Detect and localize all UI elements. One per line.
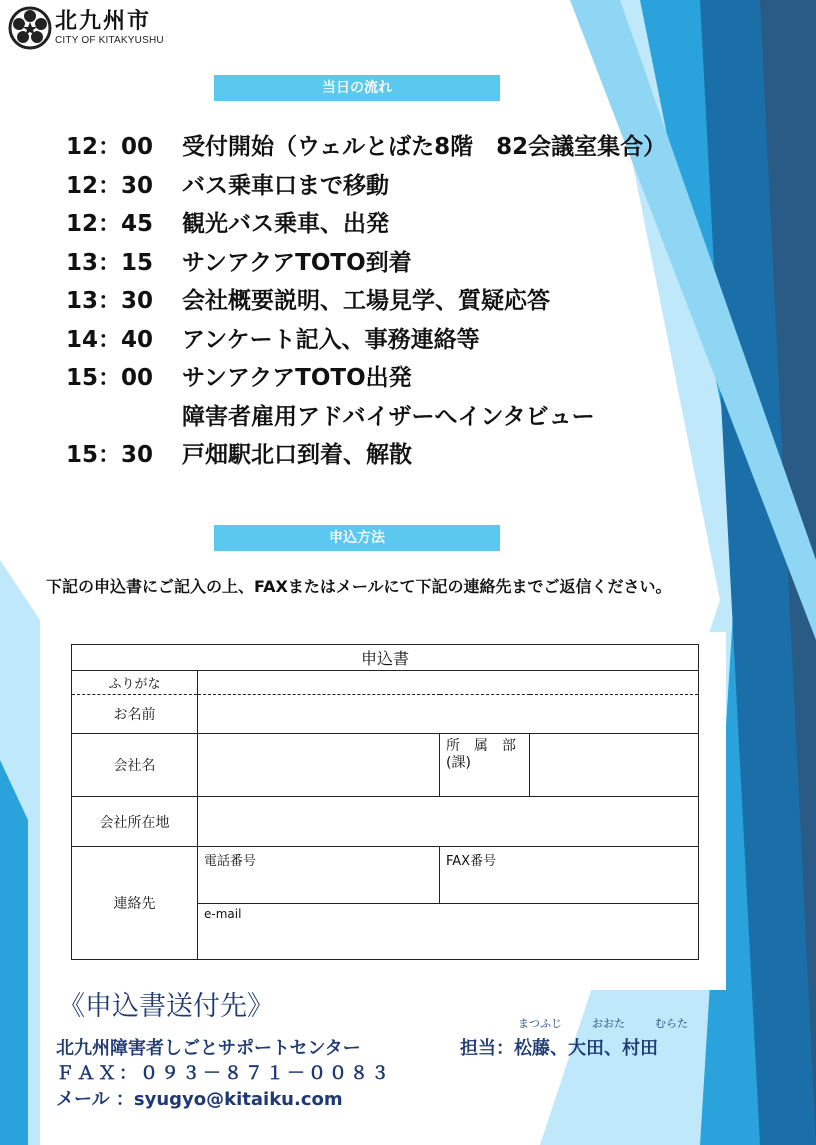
section-header-apply: 申込方法 — [214, 525, 500, 551]
department-label: 所 属 部 (課) — [440, 734, 530, 797]
city-emblem-icon — [8, 6, 52, 50]
furigana-field[interactable] — [198, 671, 699, 695]
city-name: 北九州市 — [55, 8, 152, 34]
organization-name: 北九州障害者しごとサポートセンター — [56, 1038, 361, 1059]
name-label: お名前 — [72, 695, 198, 734]
schedule-description: 会社概要説明、工場見学、質疑応答 — [182, 288, 550, 314]
schedule-time: 15：00 — [66, 365, 154, 391]
schedule-description: 観光バス乗車、出発 — [182, 211, 389, 237]
department-field[interactable] — [530, 734, 699, 797]
schedule-description: サンアクアTOTO到着 — [182, 249, 412, 276]
fax-number: ＦＡＸ：０９３－８７１－００８３ — [56, 1063, 392, 1084]
application-form — [71, 644, 699, 960]
schedule-time — [66, 398, 182, 437]
fax-label: FAX番号 — [446, 854, 497, 869]
schedule-item — [66, 244, 666, 283]
schedule-item — [66, 205, 666, 244]
schedule-list — [66, 128, 666, 475]
email-label: e-mail — [204, 907, 242, 921]
schedule-time: 12：45 — [66, 211, 154, 237]
send-to-title: 《申込書送付先》 — [58, 991, 274, 1022]
schedule-item — [66, 436, 666, 475]
schedule-description: 受付開始（ウェルとばた8階 82会議室集合） — [182, 134, 667, 160]
schedule-item — [66, 321, 666, 360]
schedule-item — [66, 398, 666, 437]
company-field[interactable] — [198, 734, 440, 797]
schedule-item — [66, 167, 666, 206]
email-address[interactable]: メール ：syugyo@kitaiku.com — [56, 1089, 343, 1110]
schedule-item — [66, 282, 666, 321]
name-field[interactable] — [198, 695, 699, 734]
schedule-description: サンアクアTOTO出発 — [182, 365, 412, 391]
staff-ruby: おおた — [592, 1017, 625, 1030]
staff-ruby: むらた — [655, 1017, 688, 1030]
schedule-description: バス乗車口まで移動 — [182, 172, 389, 199]
apply-instructions: 下記の申込書にご記入の上、FAXまたはメールにて下記の連絡先までご返信ください。 — [46, 577, 672, 596]
fax-field[interactable] — [440, 847, 699, 904]
schedule-time: 12：30 — [66, 172, 154, 199]
staff-names: 担当：松藤、大田、村田 — [460, 1038, 658, 1059]
schedule-item — [66, 359, 666, 398]
contact-label: 連絡先 — [72, 847, 198, 960]
furigana-label: ふりがな — [72, 671, 198, 695]
schedule-time: 12：00 — [66, 134, 154, 160]
city-logo — [8, 6, 164, 50]
phone-label: 電話番号 — [204, 854, 257, 869]
form-title: 申込書 — [72, 645, 699, 671]
schedule-time: 13：15 — [66, 249, 154, 276]
schedule-description: 戸畑駅北口到着、解散 — [182, 442, 412, 468]
address-field[interactable] — [198, 797, 699, 847]
email-field[interactable] — [198, 904, 699, 960]
city-name-english: CITY OF KITAKYUSHU — [55, 34, 164, 46]
address-label: 会社所在地 — [72, 797, 198, 847]
schedule-time: 15：30 — [66, 442, 154, 468]
company-label: 会社名 — [72, 734, 198, 797]
schedule-description: アンケート記入、事務連絡等 — [182, 326, 480, 353]
phone-field[interactable] — [198, 847, 440, 904]
section-header-schedule: 当日の流れ — [214, 75, 500, 101]
schedule-time: 14：40 — [66, 326, 154, 353]
schedule-time: 13：30 — [66, 288, 154, 314]
schedule-item — [66, 128, 666, 167]
staff-ruby: まつふじ — [518, 1017, 562, 1030]
schedule-description: 障害者雇用アドバイザーへインタビュー — [182, 403, 595, 430]
